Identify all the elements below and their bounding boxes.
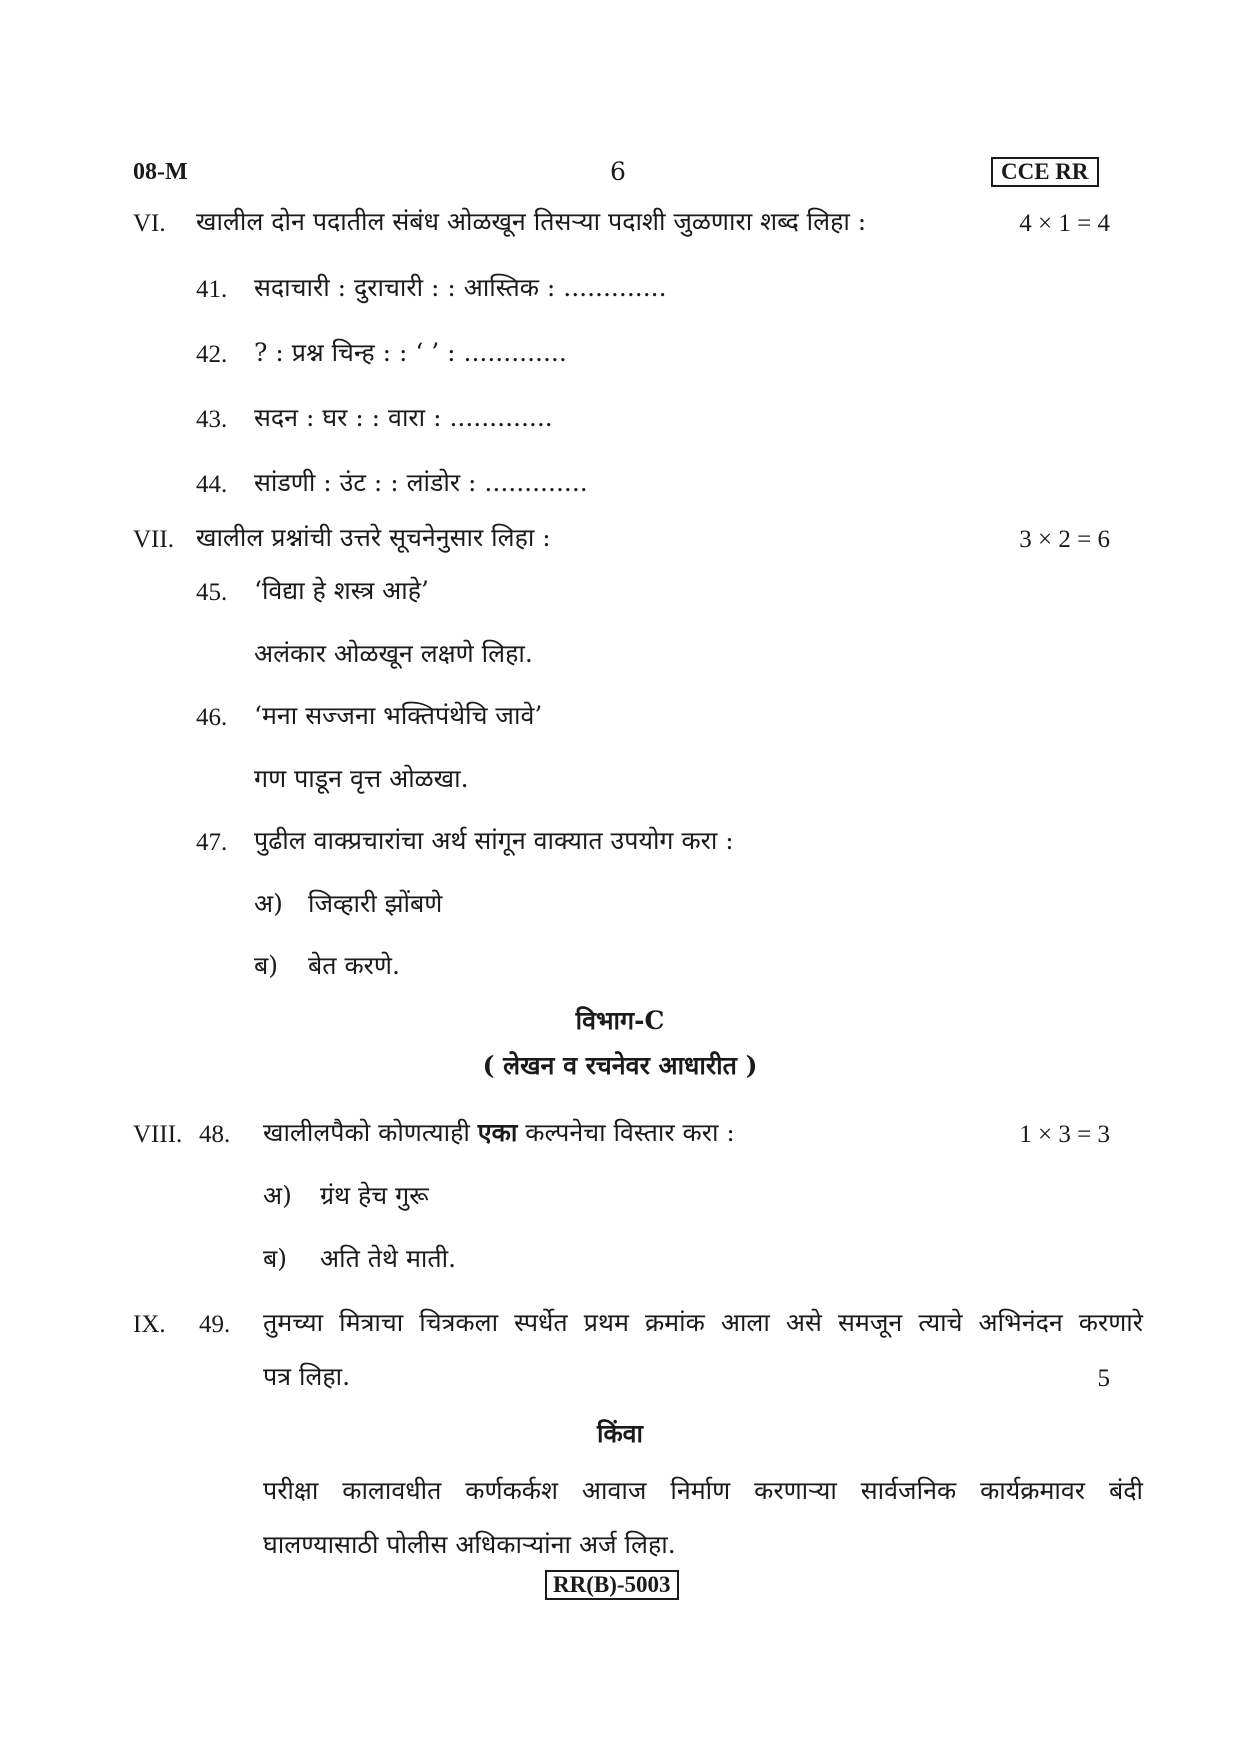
section-c-subtitle: ( लेखन व रचनेवर आधारीत ) bbox=[482, 1051, 758, 1080]
question-text: परीक्षा कालावधीत कर्णकर्कश आवाज निर्माण करणाऱ्या सार्वजनिक कार्यक्रमावर बंदी bbox=[263, 1476, 1143, 1505]
section-vi-marks: 4 × 1 = 4 bbox=[1019, 210, 1110, 237]
or-label: किंवा bbox=[596, 1419, 644, 1448]
question-number: 42. bbox=[196, 341, 228, 368]
option-text: अति तेथे माती. bbox=[320, 1244, 457, 1273]
question-number: 47. bbox=[196, 829, 228, 856]
option-text: बेत करणे. bbox=[308, 951, 400, 980]
option-text: जिव्हारी झोंबणे bbox=[308, 889, 443, 918]
option-label: ब) bbox=[263, 1244, 288, 1273]
question-text bbox=[263, 1117, 735, 1149]
question-text: घालण्यासाठी पोलीस अधिकाऱ्यांना अर्ज लिहा. bbox=[263, 1530, 676, 1559]
section-vii-instruction: खालील प्रश्नांची उत्तरे सूचनेनुसार लिहा : bbox=[196, 523, 551, 552]
question-quote: ‘विद्या हे शस्त्र आहे’ bbox=[254, 576, 429, 605]
question-text-part: कल्पनेचा विस्तार करा : bbox=[517, 1118, 735, 1147]
question-text-part: खालीलपैको कोणत्याही bbox=[263, 1118, 478, 1147]
question-number: 44. bbox=[196, 471, 228, 498]
paper-code: 08-M bbox=[133, 159, 188, 185]
section-ix-roman: IX. bbox=[133, 1311, 166, 1338]
option-label: ब) bbox=[254, 951, 279, 980]
option-text: ग्रंथ हेच गुरू bbox=[320, 1181, 429, 1210]
question-text: सदन : घर : : वारा : ............. bbox=[254, 403, 553, 432]
question-text: ? : प्रश्न चिन्ह : : ‘ ’ : ............. bbox=[254, 338, 567, 367]
section-vi-roman: VI. bbox=[133, 210, 166, 237]
question-text: तुमच्या मित्राचा चित्रकला स्पर्धेत प्रथम क्रमांक आला असे समजून त्याचे अभिनंदन करणारे bbox=[263, 1308, 1143, 1337]
page-number: 6 bbox=[610, 157, 626, 186]
question-number: 46. bbox=[196, 704, 228, 731]
section-c-title: विभाग-C bbox=[575, 1006, 665, 1035]
question-number: 49. bbox=[199, 1311, 231, 1338]
section-vii-roman: VII. bbox=[133, 526, 174, 553]
footer-code: RR(B)-5003 bbox=[545, 1570, 679, 1600]
question-text: सांडणी : उंट : : लांडोर : ............. bbox=[254, 468, 588, 497]
question-task: अलंकार ओळखून लक्षणे लिहा. bbox=[254, 639, 533, 668]
question-text-emphasis: एका bbox=[477, 1118, 518, 1147]
option-label: अ) bbox=[263, 1181, 292, 1210]
question-quote: ‘मना सज्जना भक्तिपंथेचि जावे’ bbox=[254, 701, 543, 730]
question-number: 48. bbox=[199, 1121, 231, 1148]
question-number: 43. bbox=[196, 406, 228, 433]
section-vi-instruction: खालील दोन पदातील संबंध ओळखून तिसऱ्या पदाशी जुळणारा शब्द लिहा : bbox=[196, 207, 867, 236]
section-vii-marks: 3 × 2 = 6 bbox=[1019, 526, 1110, 553]
option-label: अ) bbox=[254, 889, 283, 918]
question-text: सदाचारी : दुराचारी : : आस्तिक : ............. bbox=[254, 273, 667, 302]
section-viii-marks: 1 × 3 = 3 bbox=[1019, 1121, 1110, 1148]
series-badge: CCE RR bbox=[991, 157, 1099, 187]
question-number: 45. bbox=[196, 579, 228, 606]
section-ix-marks: 5 bbox=[1097, 1365, 1110, 1392]
question-text: पत्र लिहा. bbox=[263, 1362, 351, 1391]
section-viii-roman: VIII. bbox=[133, 1121, 183, 1148]
question-task: गण पाडून वृत्त ओळखा. bbox=[254, 764, 469, 793]
question-number: 41. bbox=[196, 276, 228, 303]
question-text: पुढील वाक्प्रचारांचा अर्थ सांगून वाक्यात उपयोग करा : bbox=[254, 826, 734, 855]
